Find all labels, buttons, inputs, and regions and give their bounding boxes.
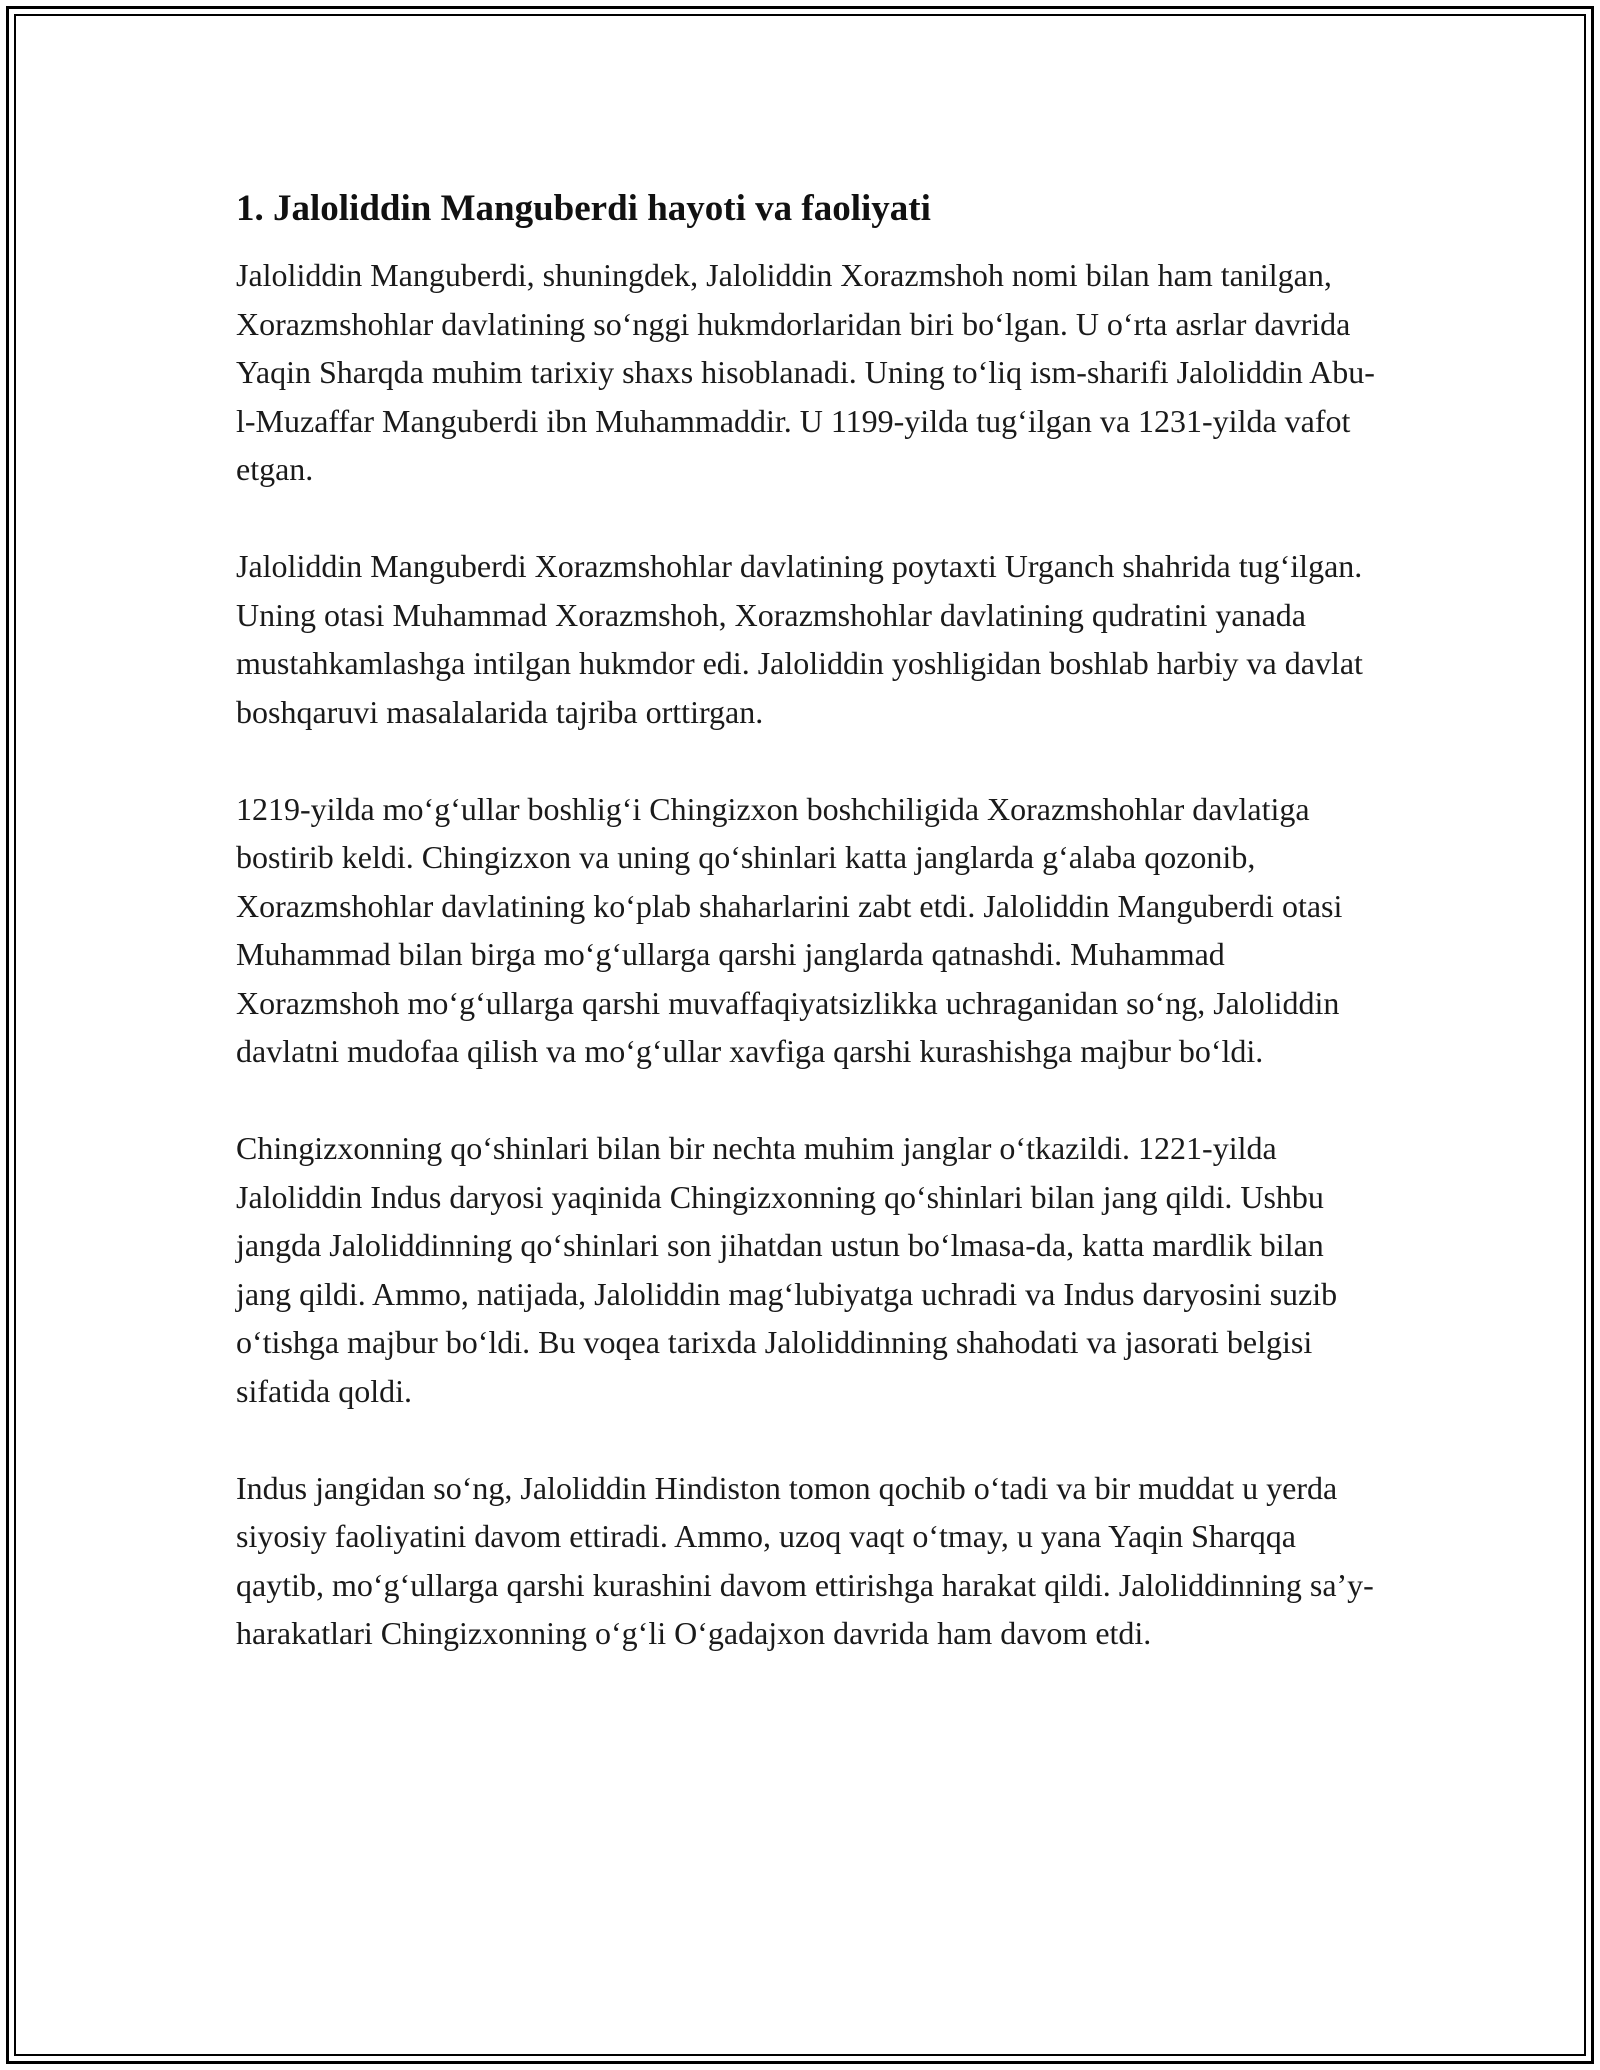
document-body xyxy=(236,185,1376,1658)
paragraph-3: 1219-yilda mo‘g‘ullar boshlig‘i Chingizxon boshchiligida Xorazmshohlar davlatiga bostirib keldi. Chingizxon va uning qo‘shinlari katta janglarda g‘alaba qozonib, Xorazmshohlar davlatining ko‘plab shaharlarini zabt etdi. Jaloliddin Manguberdi otasi Muhammad bilan birga mo‘g‘ullarga qarshi janglarda qatnashdi. Muhammad Xorazmshoh mo‘g‘ullarga qarshi muvaffaqiyatsizlikka uchraganidan so‘ng, Jaloliddin davlatni mudofaa qilish va mo‘g‘ullar xavfiga qarshi kurashishga majbur bo‘ldi. xyxy=(236,790,1343,1069)
paragraph-2: Jaloliddin Manguberdi Xorazmshohlar davlatining poytaxti Urganch shahrida tug‘ilgan. Uning otasi Muhammad Xorazmshoh, Xorazmshohlar davlatining qudratini yanada mustahkamlashga intilgan hukmdor edi. Jaloliddin yoshligidan boshlab harbiy va davlat boshqaruvi masalalarida tajriba orttirgan. xyxy=(236,548,1363,730)
paragraph-1: Jaloliddin Manguberdi, shuningdek, Jaloliddin Xorazmshoh nomi bilan ham tanilgan, Xorazmshohlar davlatining so‘nggi hukmdorlaridan biri bo‘lgan. U o‘rta asrlar davrida Yaqin Sharqda muhim tarixiy shaxs hisoblanadi. Uning to‘liq ism-sharifi Jaloliddin Abu-l-Muzaffar Manguberdi ibn Muhammaddir. U 1199-yilda tug‘ilgan va 1231-yilda vafot etgan. xyxy=(236,257,1375,487)
paragraph-4: Chingizxonning qo‘shinlari bilan bir nechta muhim janglar o‘tkazildi. 1221-yilda Jaloliddin Indus daryosi yaqinida Chingizxonning qo‘shinlari bilan jang qildi. Ushbu jangda Jaloliddinning qo‘shinlari son jihatdan ustun bo‘lmasa-da, katta mardlik bilan jang qildi. Ammo, natijada, Jaloliddin mag‘lubiyatga uchradi va Indus daryosini suzib o‘tishga majbur bo‘ldi. Bu voqea tarixda Jaloliddinning shahodati va jasorati belgisi sifatida qoldi. xyxy=(236,1130,1338,1409)
section-title: 1. Jaloliddin Manguberdi hayoti va faoliyati xyxy=(236,188,931,229)
paragraph-5: Indus jangidan so‘ng, Jaloliddin Hindiston tomon qochib o‘tadi va bir muddat u yerda siyosiy faoliyatini davom ettiradi. Ammo, uzoq vaqt o‘tmay, u yana Yaqin Sharqqa qaytib, mo‘g‘ullarga qarshi kurashini davom ettirishga harakat qildi. Jaloliddinning sa’y-harakatlari Chingizxonning o‘g‘li O‘gadajxon davrida ham davom etdi. xyxy=(236,1469,1374,1651)
